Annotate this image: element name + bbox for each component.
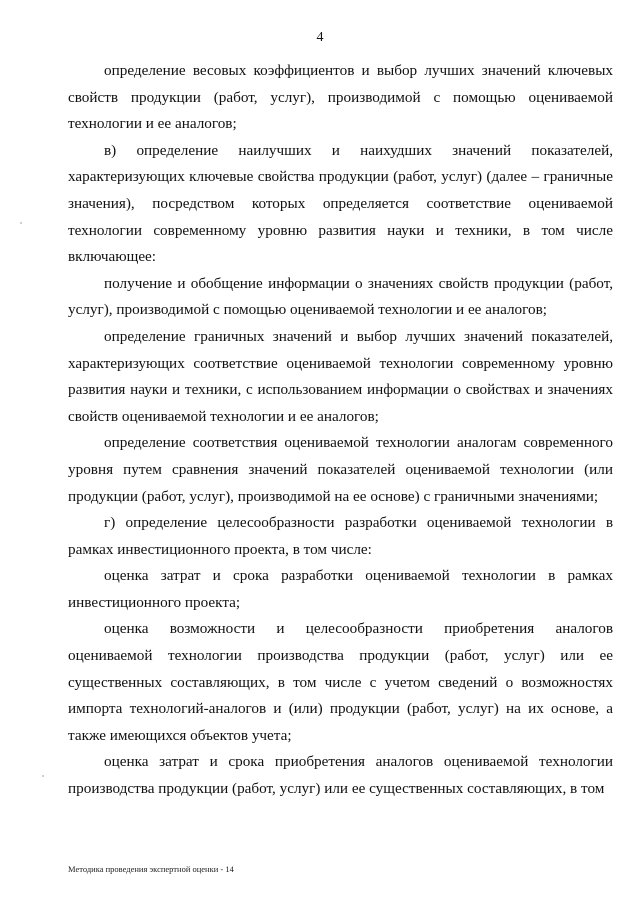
paragraph-weighting: определение весовых коэффициентов и выбор лучших значений ключевых свойств продукции (работ, услуг), производимой с помощью оцениваемой технологии и ее аналогов;: [68, 62, 613, 133]
page-number: 4: [316, 30, 324, 45]
paragraph-boundary-values: определение граничных значений и выбор лучших значений показателей, характеризующих соответствие оцениваемой технологии современному уровню развития науки и техники, с использованием информации о свойствах и значениях свойств оцениваемой технологии и ее аналогов;: [68, 327, 613, 425]
scan-mark: [42, 775, 44, 777]
paragraph-item-v: в) определение наилучших и наихудших значений показателей, характеризующих ключевые свойства продукции (работ, услуг) (далее – граничные значения), посредством которых определяется соответствие оцениваемой технологии современному уровню развития науки и техники, в том числе включающее:: [68, 141, 613, 266]
paragraph-compliance: определение соответствия оцениваемой технологии аналогам современного уровня путем сравнения значений показателей оцениваемой технологии (или продукции (работ, услуг), производимой на ее основе) с граничными значениями;: [68, 434, 613, 505]
paragraph-item-g: г) определение целесообразности разработки оцениваемой технологии в рамках инвестиционного проекта, в том числе:: [68, 514, 613, 558]
page-footer: Методика проведения экспертной оценки - 14: [68, 864, 234, 874]
paragraph-acquisition: оценка возможности и целесообразности приобретения аналогов оцениваемой технологии производства продукции (работ, услуг) или ее существенных составляющих, в том числе с учетом сведений о возможностях импорта технологий-аналогов и (или) продукции (работ, услуг) на их основе, а также имеющихся объектов учета;: [68, 620, 613, 744]
paragraph-dev-costs: оценка затрат и срока разработки оцениваемой технологии в рамках инвестиционного проекта;: [68, 567, 613, 611]
document-body: [68, 58, 613, 803]
scan-mark: [20, 222, 22, 224]
paragraph-acquisition-costs: оценка затрат и срока приобретения аналогов оцениваемой технологии производства продукции (работ, услуг) или ее существенных составляющих, в том: [68, 753, 613, 798]
paragraph-info-gathering: получение и обобщение информации о значениях свойств продукции (работ, услуг), производимой с помощью оцениваемой технологии и ее аналогов;: [68, 274, 613, 319]
